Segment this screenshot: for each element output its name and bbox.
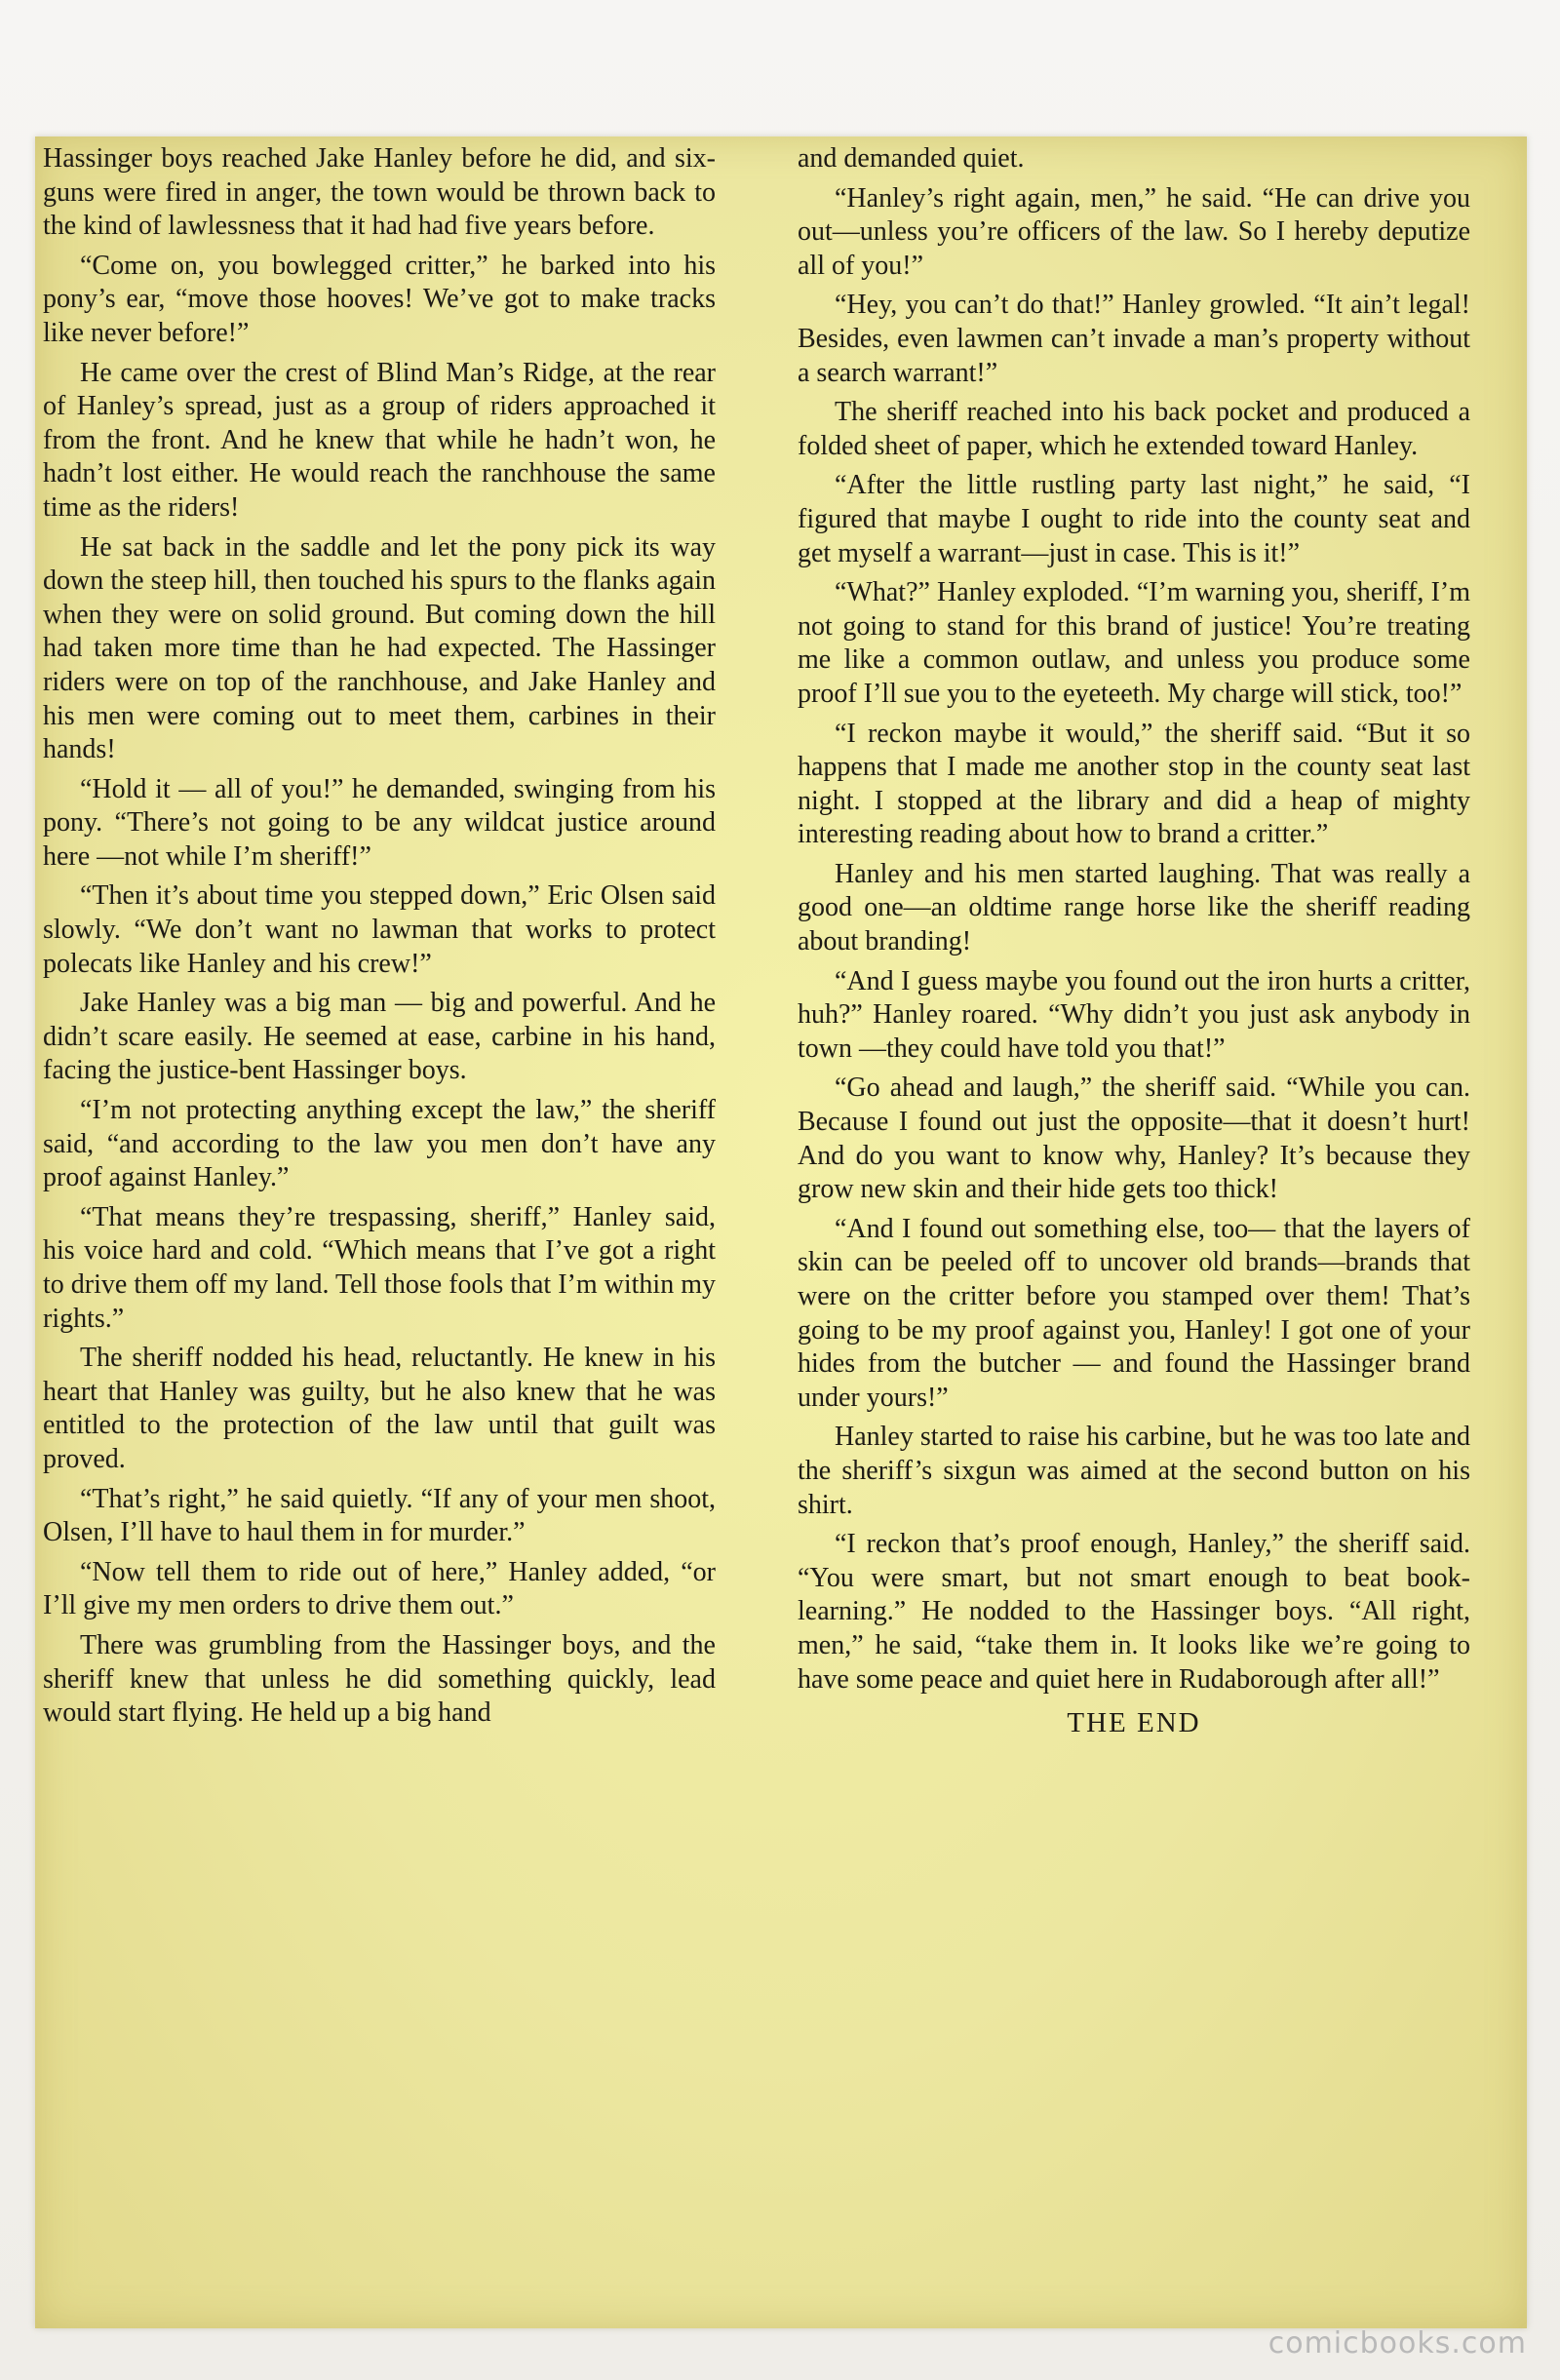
paragraph: “That means they’re trespassing, sheriff,” Hanley said, his voice hard and cold. “Which means that I’ve got a right to drive them off my land. Tell those fools that I’m within my rights.” — [43, 1201, 716, 1334]
paragraph: Hanley and his men started laughing. That was really a good one—an oldtime range horse like the sheriff reading about branding! — [798, 858, 1470, 957]
right-column-paragraphs — [798, 142, 1470, 1697]
paragraph: “Come on, you bowlegged critter,” he barked into his pony’s ear, “move those hooves! We’ve got to make tracks like never before!” — [43, 250, 716, 348]
paragraph: The sheriff nodded his head, reluctantly. He knew in his heart that Hanley was guilty, but he also knew that he was entitled to the protection of the law until that guilt was proved. — [43, 1343, 716, 1474]
paragraph: “Hold it — all of you!” he demanded, swinging from his pony. “There’s not going to be any wildcat justice around here —not while I’m sheriff!” — [43, 773, 716, 872]
paragraph: “Now tell them to ride out of here,” Hanley added, “or I’ll give my men orders to drive them out.” — [43, 1556, 716, 1621]
right-text-column — [798, 142, 1470, 2287]
paragraph: There was grumbling from the Hassinger boys, and the sheriff knew that unless he did something quickly, lead would start flying. He held up a big hand — [43, 1629, 716, 1729]
the-end-mark: THE END — [1067, 1707, 1201, 1739]
paragraph: He came over the crest of Blind Man’s Ridge, at the rear of Hanley’s spread, just as a group of riders approached it from the front. And he knew that while he hadn’t won, he hadn’t lost either. He would reach the ranchhouse the same time as the riders! — [43, 357, 716, 523]
paragraph: The sheriff reached into his back pocket and produced a folded sheet of paper, which he extended toward Hanley. — [798, 397, 1470, 461]
paragraph: “I reckon that’s proof enough, Hanley,” the sheriff said. “You were smart, but not smart enough to beat book-learning.” He nodded to the Hassinger boys. “All right, men,” he said, “take them in. It looks like we’re going to have some peace and quiet here in Rudaborough after all!” — [798, 1529, 1470, 1695]
site-watermark: comicbooks.com — [1268, 2326, 1527, 2360]
paragraph: “I’m not protecting anything except the law,” the sheriff said, “and according to the law you men don’t have any proof against Hanley.” — [43, 1095, 716, 1193]
paragraph: “Go ahead and laugh,” the sheriff said. “While you can. Because I found out just the opposite—that it doesn’t hurt! And do you want to know why, Hanley? It’s because they grow new skin and their hide gets too thick! — [798, 1073, 1470, 1205]
paragraph: He sat back in the saddle and let the pony pick its way down the steep hill, then touched his spurs to the flanks again when they were on solid ground. But coming down the hill had taken more time than he had expected. The Hassinger riders were on top of the ranchhouse, and Jake Hanley and his men were coming out to meet them, carbines in their hands! — [43, 531, 716, 765]
left-text-column — [43, 142, 716, 2287]
paragraph: “I reckon maybe it would,” the sheriff said. “But it so happens that I made me another stop in the county seat last night. I stopped at the library and did a heap of mighty interesting reading about how to brand a critter.” — [798, 718, 1470, 850]
paragraph: “After the little rustling party last night,” he said, “I figured that maybe I ought to ride into the county seat and get myself a warrant—just in case. This is it!” — [798, 470, 1470, 568]
paragraph: and demanded quiet. — [798, 143, 1025, 174]
paragraph: “That’s right,” he said quietly. “If any of your men shoot, Olsen, I’ll have to haul them in for murder.” — [43, 1483, 716, 1548]
paragraph: Jake Hanley was a big man — big and powerful. And he didn’t scare easily. He seemed at ease, carbine in his hand, facing the justice-bent Hassinger boys. — [43, 988, 716, 1086]
paragraph: “Hanley’s right again, men,” he said. “He can drive you out—unless you’re officers of the law. So I hereby deputize all of you!” — [798, 182, 1470, 281]
paragraph: Hanley started to raise his carbine, but he was too late and the sheriff’s sixgun was aimed at the second button on his shirt. — [798, 1422, 1470, 1520]
paragraph: “Then it’s about time you stepped down,” Eric Olsen said slowly. “We don’t want no lawman that works to protect polecats like Hanley and his crew!” — [43, 880, 716, 979]
paragraph: “And I guess maybe you found out the iron hurts a critter, huh?” Hanley roared. “Why didn’t you just ask anybody in town —they could have told you that!” — [798, 965, 1470, 1064]
paragraph: “What?” Hanley exploded. “I’m warning you, sheriff, I’m not going to stand for this brand of justice! You’re treating me like a common outlaw, and unless you produce some proof I’ll sue you to the eyeteeth. My charge will stick, too!” — [798, 577, 1470, 709]
paragraph: Hassinger boys reached Jake Hanley before he did, and six-guns were fired in anger, the town would be thrown back to the kind of lawlessness that it had had five years before. — [43, 143, 716, 242]
paragraph: “Hey, you can’t do that!” Hanley growled. “It ain’t legal! Besides, even lawmen can’t invade a man’s property without a search warrant!” — [798, 290, 1470, 388]
paragraph: “And I found out something else, too— that the layers of skin can be peeled off to uncover old brands—brands that were on the critter before you stamped over them! That’s going to be my proof against you, Hanley! I got one of your hides from the butcher — and found the Hassinger brand under yours!” — [798, 1213, 1470, 1413]
